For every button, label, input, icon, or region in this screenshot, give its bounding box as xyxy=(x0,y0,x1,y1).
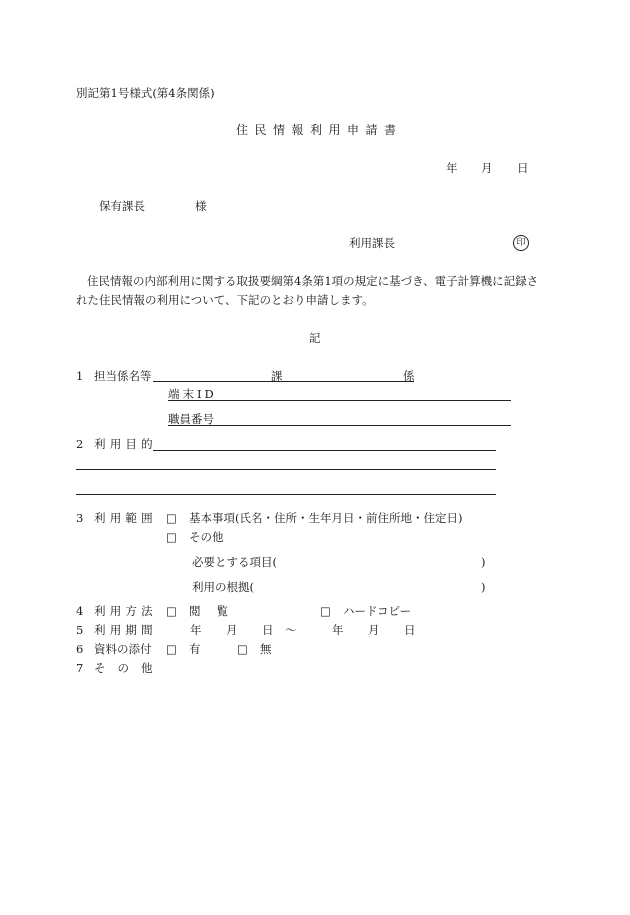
legal-basis-close: ) xyxy=(481,580,486,594)
item4-label: 利用方法 xyxy=(94,604,157,618)
item1-label: 担当係名等 xyxy=(94,369,152,383)
attach-no-label: 無 xyxy=(260,642,272,656)
scope-basic-checkbox[interactable]: □ xyxy=(166,511,177,525)
attach-yes-label: 有 xyxy=(189,642,201,656)
item6-label: 資料の添付 xyxy=(94,642,152,656)
item6-number: 6 xyxy=(76,642,84,656)
form-title: 住民情報利用申請書 xyxy=(236,123,403,137)
period-start-year: 年 xyxy=(190,623,202,637)
seal-mark: 印 xyxy=(513,235,529,251)
attach-no-checkbox[interactable]: □ xyxy=(237,642,248,656)
scope-basic-label: 基本事項(氏名・住所・生年月日・前住所地・住定日) xyxy=(189,511,463,525)
applicant-label: 利用課長 xyxy=(349,236,395,250)
date-year-label: 年 xyxy=(446,161,458,175)
method-view-checkbox[interactable]: □ xyxy=(166,604,177,618)
item5-number: 5 xyxy=(76,623,84,637)
purpose-line-1 xyxy=(153,450,496,451)
period-end-year: 年 xyxy=(332,623,344,637)
item3-number: 3 xyxy=(76,511,84,525)
item2-label: 利用目的 xyxy=(94,437,157,451)
required-items-label: 必要とする項目( xyxy=(192,555,277,569)
item5-label: 利用期間 xyxy=(94,623,157,637)
terminal-id-underline xyxy=(168,400,511,401)
addressee-name: 保有課長 xyxy=(99,199,145,213)
item7-number: 7 xyxy=(76,661,84,675)
method-hardcopy-label: ハードコピー xyxy=(343,604,412,618)
item1-ka: 課 xyxy=(271,369,283,383)
period-end-day: 日 xyxy=(404,623,416,637)
staff-no-underline xyxy=(168,425,511,426)
required-items-close: ) xyxy=(481,555,486,569)
period-tilde: 〜 xyxy=(285,623,297,637)
purpose-line-2 xyxy=(76,469,496,470)
addressee-honorific: 様 xyxy=(195,199,207,213)
scope-other-label: その他 xyxy=(189,530,224,544)
terminal-id-label: 端末ID xyxy=(168,387,217,401)
method-view-label: 閲覧 xyxy=(189,604,244,618)
item2-number: 2 xyxy=(76,437,84,451)
purpose-line-3 xyxy=(76,494,496,495)
staff-no-label: 職員番号 xyxy=(168,412,214,426)
date-day-label: 日 xyxy=(517,161,529,175)
item1-number: 1 xyxy=(76,369,84,383)
form-number: 別記第1号様式(第4条関係) xyxy=(76,86,215,100)
item1-kakari: 係 xyxy=(403,369,415,383)
period-start-month: 月 xyxy=(226,623,238,637)
attach-yes-checkbox[interactable]: □ xyxy=(166,642,177,656)
body-text-line1: 住民情報の内部利用に関する取扱要綱第4条第1項の規定に基づき、電子計算機に記録さ xyxy=(87,274,539,288)
date-month-label: 月 xyxy=(481,161,493,175)
ki-heading: 記 xyxy=(309,331,321,345)
item7-label: その他 xyxy=(94,661,165,675)
scope-other-checkbox[interactable]: □ xyxy=(166,530,177,544)
body-text-line2: れた住民情報の利用について、下記のとおり申請します。 xyxy=(76,293,374,307)
item4-number: 4 xyxy=(76,604,84,618)
item1-underline xyxy=(153,381,414,382)
period-start-day: 日 xyxy=(262,623,274,637)
legal-basis-label: 利用の根拠( xyxy=(192,580,254,594)
period-end-month: 月 xyxy=(368,623,380,637)
method-hardcopy-checkbox[interactable]: □ xyxy=(320,604,331,618)
item3-label: 利用範囲 xyxy=(94,511,157,525)
